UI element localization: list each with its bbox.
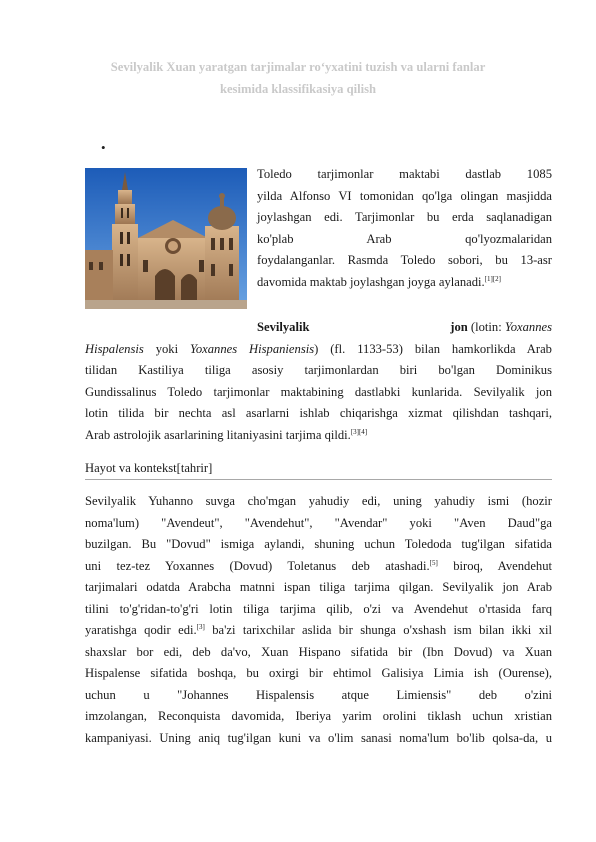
citation-link[interactable]: [5] <box>429 558 438 567</box>
latin-name-alt: Yoxannes Hispaniensis <box>190 341 315 356</box>
body-line: tilini to'g'ridan-to'g'ri lotin tiliga tarjima qilib, o'zi va Avendehut o'rtasida farq <box>85 601 552 616</box>
body-line-cited <box>85 556 552 578</box>
lead-paragraph <box>85 317 552 446</box>
body-line: shaxslar bor edi, deb da'vo, Xuan Hispano sifatida bir (Ibn Dovud) va Xuan <box>85 644 552 659</box>
body-paragraph <box>85 491 552 749</box>
citation-link[interactable]: [3][4] <box>350 427 368 436</box>
lead-second-line <box>85 339 552 361</box>
body-line: noma'lum) "Avendeut", "Avendehut", "Avendar" yoki "Aven Daud"ga <box>85 515 552 530</box>
title-line-2: kesimida klassifikasiya qilish <box>219 82 377 96</box>
toledo-cathedral-image <box>85 168 247 309</box>
body-line-text: uni tez-tez Yoxannes (Dovud) Toletanus deb atashadi. <box>85 558 430 573</box>
body-line: buzilgan. Bu "Dovud" ismiga aylandi, shuning uchun Toledoda tug'ilgan sifatida <box>85 537 552 551</box>
document-title <box>60 56 536 100</box>
body-line-cited <box>85 620 552 642</box>
latin-prefix: (lotin: <box>470 320 502 334</box>
body-line-text: yaratishga qodir edi. <box>85 623 197 637</box>
citation-link[interactable]: [1][2] <box>484 274 501 283</box>
lead-first-line <box>85 317 552 339</box>
intro-line: joylashgan edi. Tarjimonlar bu erda saqlanadigan <box>257 210 552 224</box>
intro-line: yilda Alfonso VI tomonidan qo'lga olingan masjidda <box>257 188 552 203</box>
cathedral-photo-icon <box>85 168 247 309</box>
body-line: tarjimalari odatda Arabcha matnni ispan tiliga tarjima qilgan. Sevilyalik jon Arab <box>85 580 552 594</box>
body-line: Sevilyalik Yuhanno suvga cho'mgan yahudiy edi, uning yahudiy ismi (hozir <box>85 494 552 508</box>
lead-line: lotin tilida bir nechta asl asarlarni ishlab chiqarishga xizmat qilishdan tashqari, <box>85 406 552 420</box>
citation-link[interactable]: [3] <box>196 623 205 631</box>
lead-second-rest: ) (fl. 1133-53) bilan hamkorlikda Arab <box>314 341 552 356</box>
lead-conjunction: yoki <box>155 341 179 356</box>
body-line-text: ba'zi tarixchilar aslida bir shunga o'xshash ism bilan ikki xil <box>204 623 552 637</box>
intro-line: Toledo tarjimonlar maktabi dastlab 1085 <box>257 167 552 181</box>
intro-line: ko'plab Arab qo'lyozmalaridan <box>257 231 552 246</box>
subject-name-part1: Sevilyalik <box>257 320 310 334</box>
list-bullet: • <box>101 140 106 155</box>
lead-line: Gundissalinus Toledo tarjimonlar maktabining dastlabki kunlarida. Sevilyalik jon <box>85 384 552 399</box>
body-line: imzolangan, Reconquista davomida, Iberiya yarim orolini tiklash uchun xristian <box>85 709 552 723</box>
intro-last-text: davomida maktab joylashgan joyga aylanadi. <box>257 274 485 289</box>
section-heading: Hayot va kontekst[tahrir] <box>85 459 552 480</box>
intro-last-line <box>257 272 552 294</box>
subject-name-rest <box>450 317 552 339</box>
body-line: uchun u "Johannes Hispalensis atque Limiensis" deb o'zini <box>85 687 552 702</box>
subject-name-part2: jon <box>450 320 468 334</box>
intro-paragraph <box>257 164 552 293</box>
title-line-1: Sevilyalik Xuan yaratgan tarjimalar ro‘yxatini tuzish va ularni fanlar <box>110 60 486 74</box>
lead-last-line <box>85 425 552 447</box>
body-line: Hispalense sifatida boshqa, bu oxirgi bir ehtimol Galisiya Limia ish (Ourense), <box>85 666 552 680</box>
body-line-text: biroq, Avendehut <box>437 558 552 573</box>
lead-line: tilidan Kastiliya tiliga asosiy tarjimonlardan biri bo'lgan Dominikus <box>85 363 552 377</box>
intro-line: foydalanganlar. Rasmda Toledo sobori, bu 13-asr <box>257 253 552 267</box>
body-line: kampaniyasi. Uning aniq tug'ilgan kuni va o'lim sanasi noma'lum bo'lib qolsa-da, u <box>85 730 552 745</box>
latin-name-part1: Yoxannes <box>504 320 552 334</box>
latin-name-part2: Hispalensis <box>85 341 144 356</box>
lead-last-text: Arab astrolojik asarlarining litaniyasini tarjima qildi. <box>85 427 351 442</box>
